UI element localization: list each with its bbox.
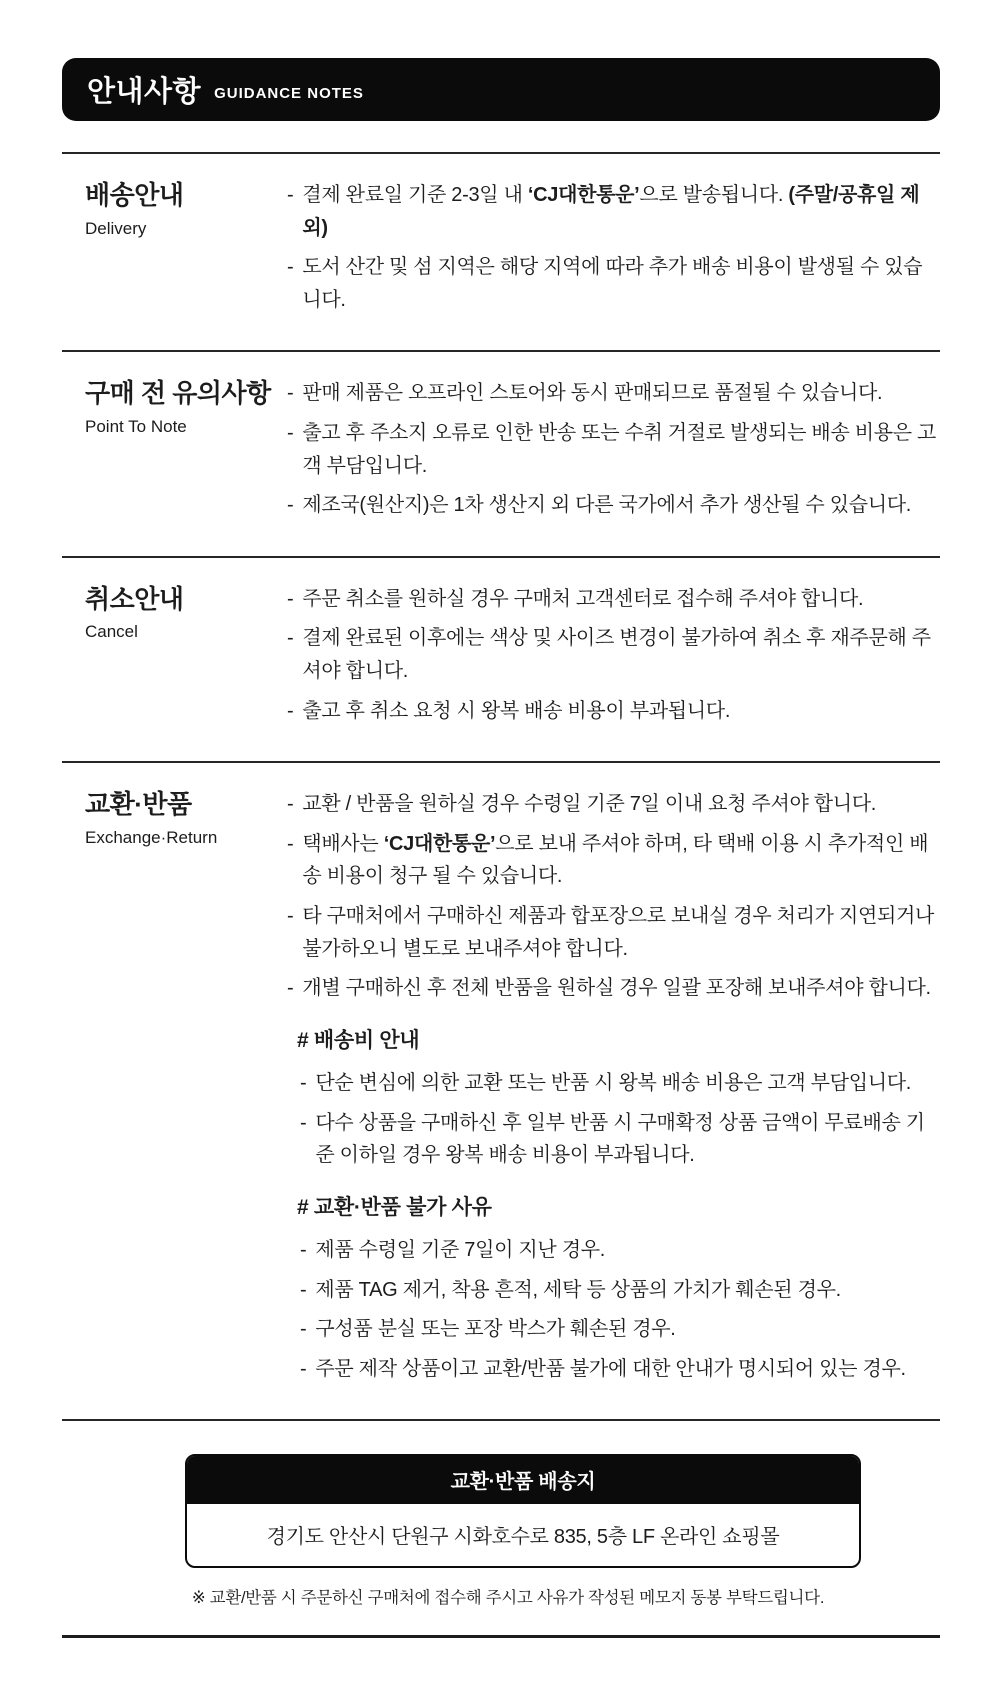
bullet-item (300, 1353, 940, 1386)
bullet-dash: - (300, 1238, 307, 1261)
bullet-segment: 단순 변심에 의한 교환 또는 반품 시 왕복 배송 비용은 고객 부담입니다. (315, 1071, 912, 1094)
bullet-text (302, 828, 940, 893)
footer-note: ※ 교환/반품 시 주문하신 구매처에 접수해 주시고 사유가 작성된 메모지 동봉 부탁드립니다. (191, 1589, 825, 1608)
bullet-text (302, 972, 940, 1005)
bullet-segment: 구성품 분실 또는 포장 박스가 훼손된 경우. (315, 1318, 676, 1341)
section-heading (62, 377, 287, 528)
page-title-english: GUIDANCE NOTES (214, 84, 364, 102)
section-3 (62, 761, 940, 1419)
section-content (287, 583, 940, 734)
page-title-korean: 안내사항 (87, 76, 202, 108)
bullet-dash: - (287, 494, 294, 517)
bullet-text (315, 1353, 940, 1386)
subsection-header: # 교환·반품 불가 사유 (297, 1195, 492, 1219)
bullet-dash: - (287, 421, 294, 444)
return-address-box-title: 교환·반품 배송지 (187, 1456, 859, 1504)
bullet-item (300, 1107, 940, 1172)
bullet-segment: 으로 발송됩니다. (639, 184, 789, 206)
section-2 (62, 556, 940, 761)
bullet-text (302, 622, 940, 687)
bullet-text (302, 583, 940, 616)
bullet-segment: 출고 후 취소 요청 시 왕복 배송 비용이 부과됩니다. (302, 699, 731, 722)
section-title: 구매 전 유의사항 (85, 378, 271, 409)
bullet-item (287, 489, 940, 522)
bullet-text (302, 695, 940, 728)
bullet-item (287, 972, 940, 1005)
section-content (287, 788, 940, 1392)
bullet-segment: 결제 완료된 이후에는 색상 및 사이즈 변경이 불가하여 취소 후 재주문해 주셔야 합니다. (302, 627, 931, 682)
bullet-dash: - (287, 184, 294, 206)
bullet-dash: - (287, 977, 294, 1000)
bullet-dash: - (287, 832, 294, 855)
bullet-dash: - (287, 904, 294, 927)
bullet-text (302, 179, 940, 244)
page-title-bar (62, 58, 940, 121)
bullet-item (287, 417, 940, 482)
bullet-segment: 도서 산간 및 섬 지역은 해당 지역에 따라 추가 배송 비용이 발생될 수 있습니다. (302, 256, 923, 311)
bullet-text (302, 788, 940, 821)
bullet-text (315, 1274, 940, 1307)
bullet-segment: 교환 / 반품을 원하실 경우 수령일 기준 7일 이내 요청 주셔야 합니다. (302, 793, 877, 816)
bullet-text (315, 1234, 940, 1267)
bullet-dash: - (300, 1278, 307, 1301)
section-title: 교환·반품 (85, 789, 192, 820)
bullet-item (287, 695, 940, 728)
return-address-text: 경기도 안산시 단원구 시화호수로 835, 5층 LF 온라인 쇼핑몰 (266, 1526, 780, 1549)
return-address-box (185, 1454, 861, 1568)
section-content (287, 377, 940, 528)
bullet-dash: - (300, 1357, 307, 1380)
bullet-item (287, 377, 940, 410)
section-heading (62, 788, 287, 1392)
bullet-segment: 주문 제작 상품이고 교환/반품 불가에 대한 안내가 명시되어 있는 경우. (315, 1357, 906, 1380)
section-heading (62, 179, 287, 323)
bullet-segment: 개별 구매하신 후 전체 반품을 원하실 경우 일괄 포장해 보내주셔야 합니다. (302, 977, 931, 1000)
bullet-segment: ‘CJ대한통운’ (527, 184, 640, 206)
section-content (287, 179, 940, 323)
bullet-text (315, 1313, 940, 1346)
bullet-segment: 주문 취소를 원하실 경우 구매처 고객센터로 접수해 주셔야 합니다. (302, 587, 864, 610)
sections-container (62, 152, 940, 1419)
bullet-text (302, 251, 940, 316)
bullet-segment: 으로 보내 주셔야 하며, 타 택배 이용 시 추가적인 배송 비용이 청구 될 수 있습니다. (302, 832, 929, 888)
bottom-spacer (62, 1638, 940, 1698)
section-title: 배송안내 (85, 180, 184, 210)
section-0 (62, 152, 940, 350)
bullet-segment: 결제 완료일 기준 2-3일 내 (302, 184, 528, 206)
bullet-dash: - (300, 1318, 307, 1341)
bullet-segment: 제품 TAG 제거, 착용 흔적, 세탁 등 상품의 가치가 훼손된 경우. (315, 1278, 841, 1301)
bullet-segment: 제조국(원산지)은 1차 생산지 외 다른 국가에서 추가 생산될 수 있습니다. (302, 494, 912, 517)
section-subtitle: Exchange·Return (85, 827, 218, 847)
bullet-dash: - (287, 699, 294, 722)
bullet-segment: 다수 상품을 구매하신 후 일부 반품 시 구매확정 상품 금액이 무료배송 기준 이하일 경우 왕복 배송 비용이 부과됩니다. (315, 1111, 925, 1167)
bullet-text (315, 1067, 940, 1100)
bullet-dash: - (300, 1111, 307, 1134)
section-heading (62, 583, 287, 734)
bullet-dash: - (287, 587, 294, 610)
section-subtitle: Delivery (85, 218, 147, 238)
bullet-item (300, 1234, 940, 1267)
bullet-item (287, 251, 940, 316)
bullet-text (302, 377, 940, 410)
bullet-segment: (주말/공휴일 제외) (302, 184, 920, 239)
bullet-dash: - (287, 627, 294, 650)
return-address-area (62, 1419, 940, 1698)
bullet-text (302, 417, 940, 482)
bullet-segment: 출고 후 주소지 오류로 인한 반송 또는 수취 거절로 발생되는 배송 비용은 고객 부담입니다. (302, 421, 937, 477)
bullet-item (287, 828, 940, 893)
bullet-segment: 제품 수령일 기준 7일이 지난 경우. (315, 1238, 605, 1261)
bullet-segment: 판매 제품은 오프라인 스토어와 동시 판매되므로 품절될 수 있습니다. (302, 382, 883, 405)
bullet-item (287, 900, 940, 965)
section-subtitle: Point To Note (85, 416, 187, 436)
bullet-text (302, 489, 940, 522)
bullet-dash: - (300, 1071, 307, 1094)
section-1 (62, 350, 940, 555)
bullet-item (300, 1274, 940, 1307)
bullet-segment: 타 구매처에서 구매하신 제품과 합포장으로 보내실 경우 처리가 지연되거나 불가하오니 별도로 보내주셔야 합니다. (302, 904, 935, 960)
bullet-dash: - (287, 382, 294, 405)
bullet-item (287, 179, 940, 244)
bullet-segment: ‘CJ대한통운’ (383, 832, 496, 855)
bullet-segment: 택배사는 (302, 832, 384, 855)
bullet-dash: - (287, 256, 294, 279)
bullet-item (300, 1313, 940, 1346)
bullet-dash: - (287, 793, 294, 816)
bullet-text (302, 900, 940, 965)
bullet-item (300, 1067, 940, 1100)
section-subtitle: Cancel (85, 622, 138, 642)
subsection-header: # 배송비 안내 (297, 1028, 420, 1052)
bullet-item (287, 622, 940, 687)
section-title: 취소안내 (85, 583, 184, 614)
bullet-text (315, 1107, 940, 1172)
bullet-item (287, 788, 940, 821)
bullet-item (287, 583, 940, 616)
